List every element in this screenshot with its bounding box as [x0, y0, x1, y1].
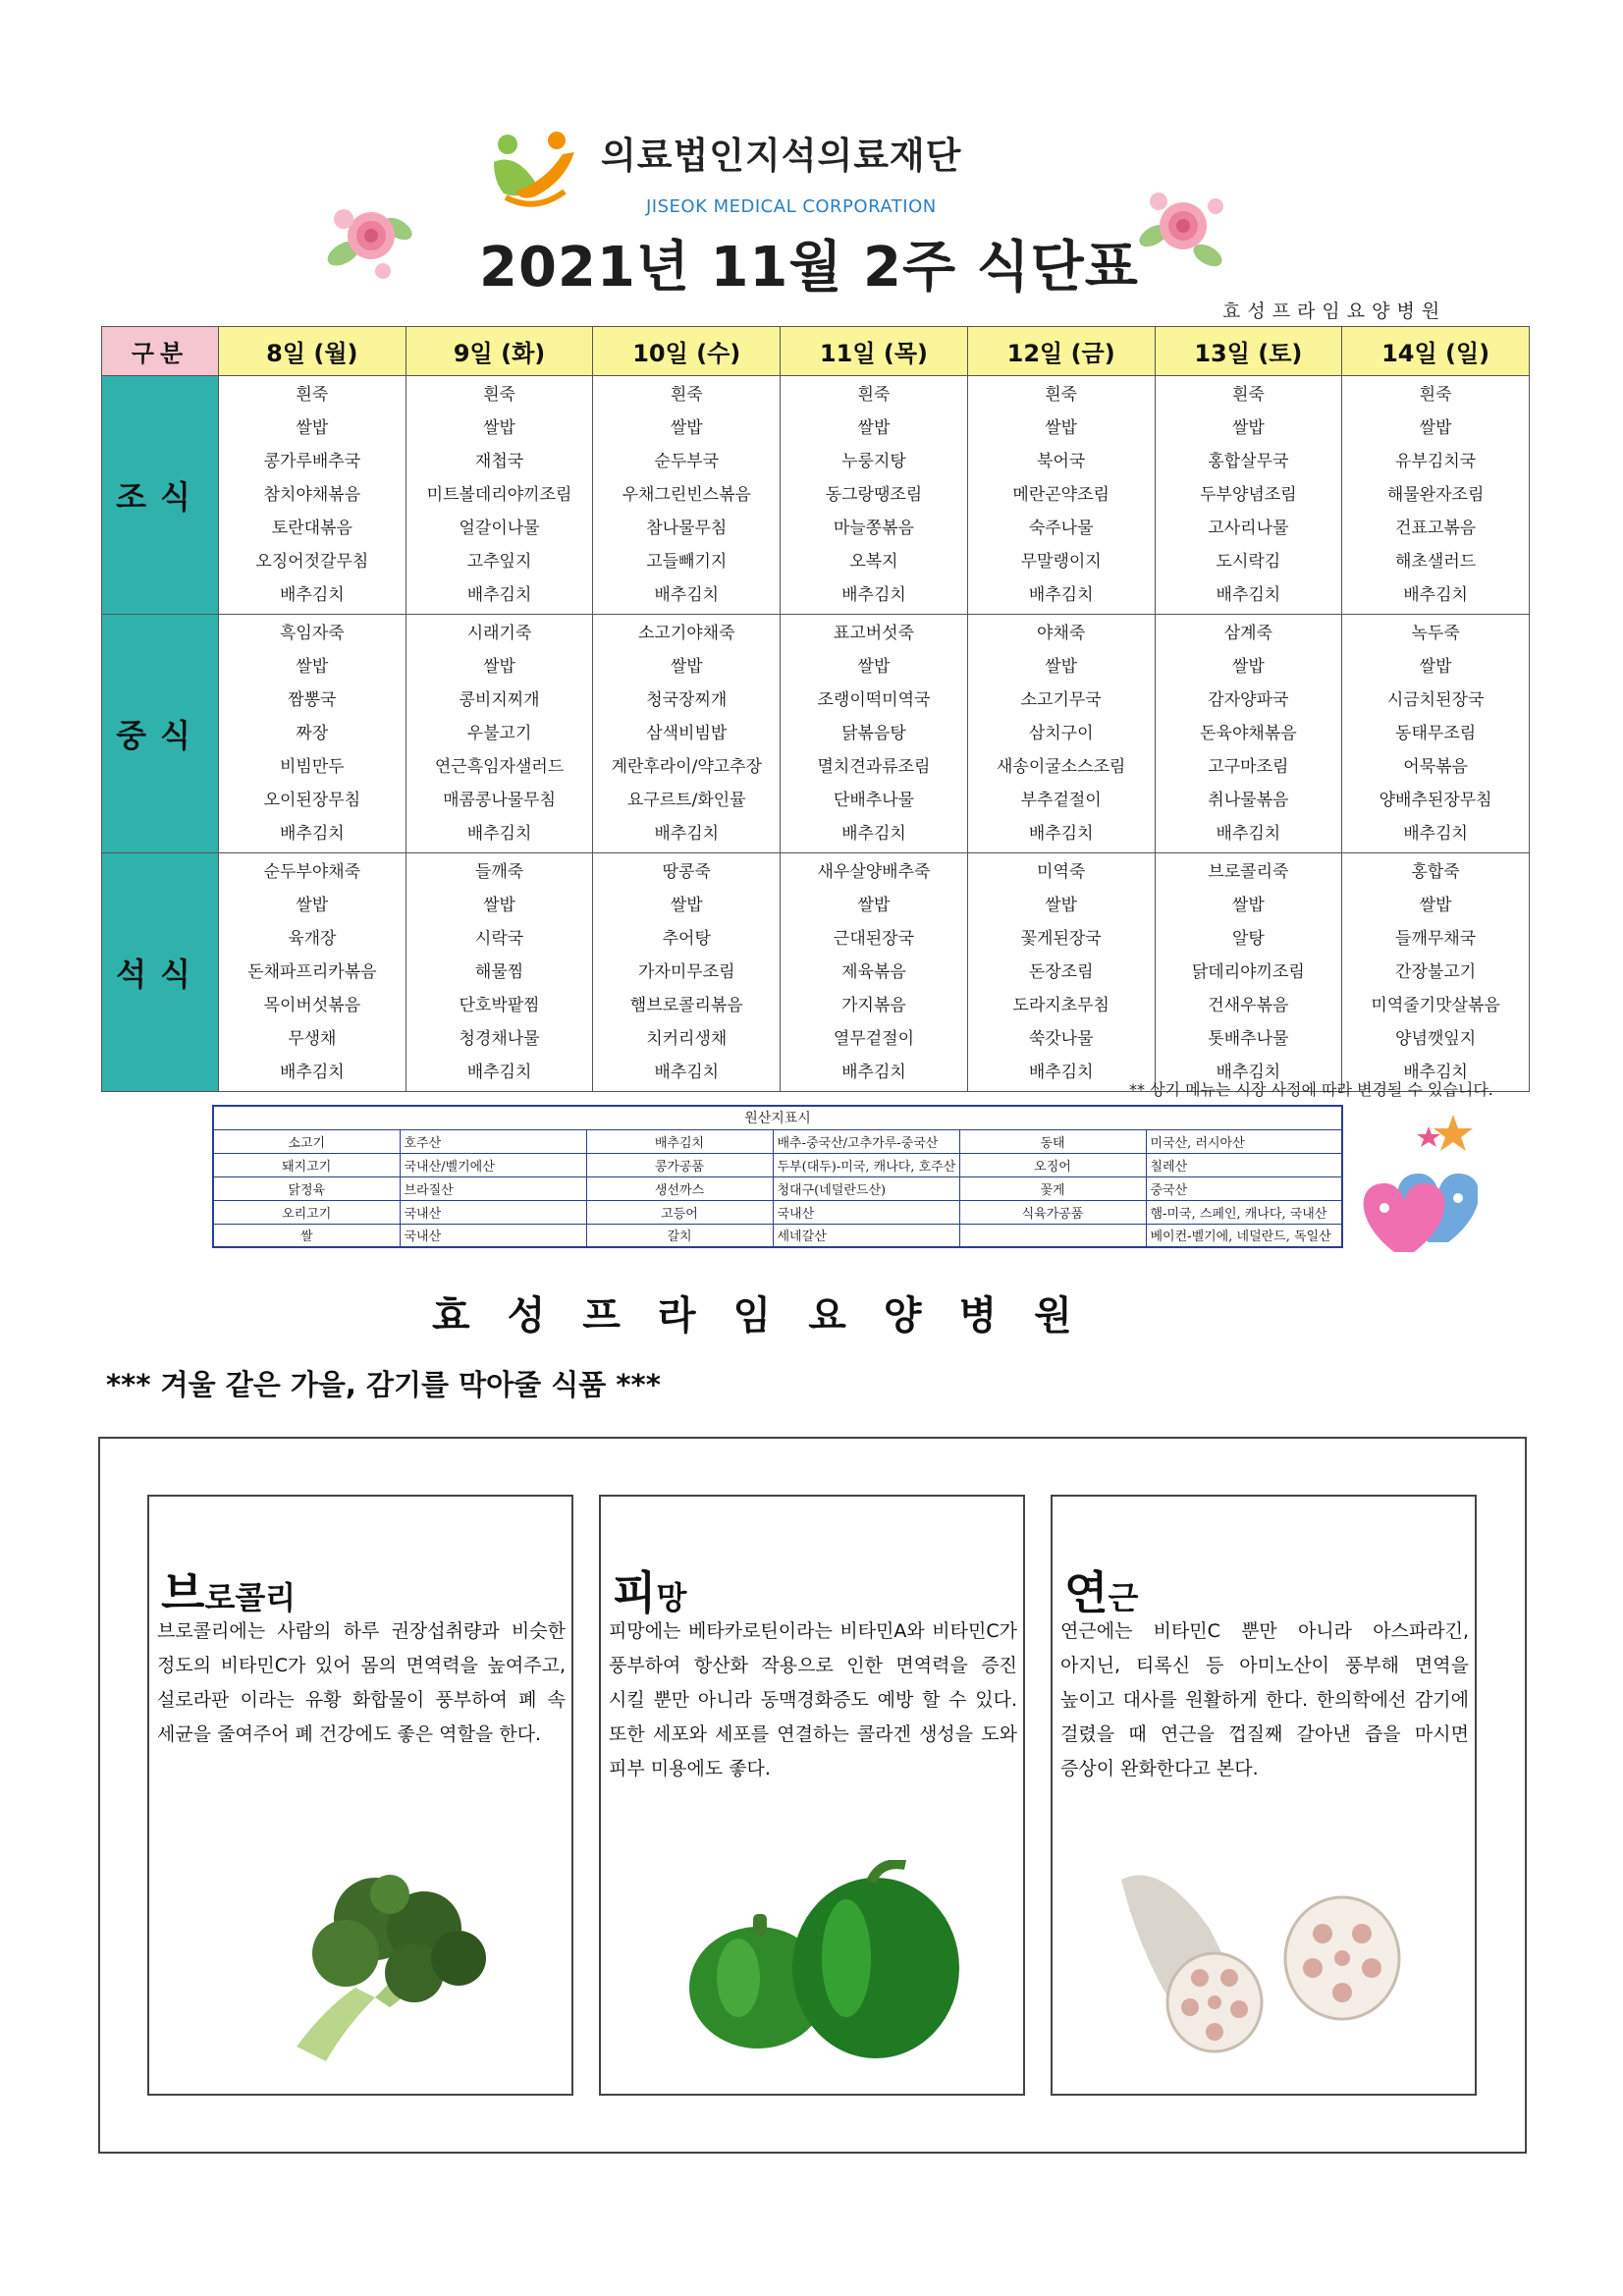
menu-item: 배추김치 [841, 585, 906, 605]
origin-item: 소고기 [213, 1129, 400, 1153]
menu-cell [406, 853, 593, 1092]
menu-item: 알탕 [1231, 929, 1265, 949]
menu-item: 메란곤약조림 [1012, 485, 1109, 505]
organization-name: 의료법인지석의료재단 [601, 135, 962, 177]
menu-item: 쌀밥 [670, 418, 703, 438]
food-card-title-initial: 브 [161, 1566, 205, 1619]
menu-item: 고구마조림 [1208, 757, 1289, 777]
menu-item: 참치야채볶음 [263, 485, 361, 505]
origin-row [213, 1224, 1342, 1247]
menu-cell [781, 615, 968, 853]
menu-item: 오복지 [849, 552, 898, 572]
menu-item: 배추김치 [1216, 585, 1281, 605]
menu-item: 짬뽕국 [288, 690, 337, 710]
menu-item: 고추잎지 [466, 552, 532, 572]
menu-cell [593, 853, 781, 1092]
origin-country: 국내산 [400, 1224, 586, 1247]
origin-caption: 원산지표시 [213, 1106, 1342, 1129]
menu-item: 미역줄기맛살볶음 [1371, 996, 1500, 1015]
menu-item: 순두부국 [654, 452, 720, 471]
lotus-root-image-icon [1102, 1840, 1426, 2066]
menu-cell [219, 615, 406, 853]
menu-item: 배추김치 [841, 1063, 906, 1082]
menu-item: 쌀밥 [670, 657, 703, 677]
menu-cell [1342, 615, 1530, 853]
menu-item: 배추김치 [1028, 585, 1094, 605]
menu-item: 어묵볶음 [1403, 757, 1468, 777]
origin-country: 중국산 [1146, 1176, 1342, 1200]
menu-item: 배추김치 [654, 824, 720, 844]
menu-item: 쌀밥 [1045, 657, 1078, 677]
food-card-body: 연근에는 비타민C 뿐만 아니라 아스파라긴, 아지닌, 티록신 등 아미노산이 풍부해 면역을 높이고 대사를 원활하게 한다. 한의학에선 감기에 걸렸을 때 연근을 껍질째 갈아낸 즙을 마시면 증상이 완화한다고 본다. [1060, 1620, 1469, 1779]
menu-item: 배추김치 [280, 585, 345, 605]
menu-item: 쌀밥 [1231, 896, 1265, 915]
menu-item: 배추김치 [280, 1063, 345, 1082]
menu-item: 누룽지탕 [841, 452, 906, 471]
menu-item: 두부양념조림 [1200, 485, 1297, 505]
menu-item: 취나물볶음 [1208, 791, 1289, 810]
menu-cell [219, 376, 406, 615]
menu-item: 쌀밥 [1419, 418, 1452, 438]
menu-item: 쌀밥 [857, 418, 891, 438]
menu-item: 쌀밥 [483, 896, 515, 915]
menu-item: 흰죽 [1231, 385, 1265, 405]
menu-item: 닭데리야끼조림 [1191, 962, 1305, 982]
menu-item: 삼색비빔밥 [646, 724, 728, 743]
corner-header: 구분 [102, 327, 219, 376]
origin-item: 콩가공품 [586, 1153, 773, 1176]
food-card-body: 피망에는 베타카로틴이라는 비타민A와 비타민C가 풍부하여 항산화 작용으로 인한 면역력을 증진 시킬 뿐만 아니라 동맥경화증도 예방 할 수 있다. 또한 세포와 세포를 연결하는 콜라겐 생성을 도와 피부 미용에도 좋다. [609, 1620, 1017, 1779]
day-header: 8일 (월) [219, 327, 406, 376]
day-header: 9일 (화) [406, 327, 593, 376]
menu-item: 해물찜 [474, 962, 524, 982]
menu-item: 흰죽 [296, 385, 329, 405]
menu-item: 단호박팥찜 [459, 996, 540, 1015]
menu-item: 콩비지찌개 [459, 690, 540, 710]
menu-item: 감자양파국 [1208, 690, 1289, 710]
menu-item: 요구르트/화인뮬 [626, 791, 746, 810]
menu-item: 배추김치 [1216, 824, 1281, 844]
menu-item: 쌀밥 [296, 657, 329, 677]
menu-item: 배추김치 [654, 1063, 720, 1082]
menu-item: 쌀밥 [483, 418, 515, 438]
menu-item: 조랭이떡미역국 [817, 690, 931, 710]
menu-cell [219, 853, 406, 1092]
origin-table [212, 1105, 1343, 1248]
menu-cell [406, 615, 593, 853]
menu-item: 해물완자조림 [1386, 485, 1485, 505]
menu-item: 쌀밥 [857, 896, 891, 915]
menu-cell [1155, 853, 1342, 1092]
meal-row [102, 615, 1530, 853]
menu-item: 쌀밥 [296, 418, 329, 438]
menu-item: 미역죽 [1037, 862, 1086, 882]
menu-item: 고사리나물 [1208, 519, 1289, 538]
menu-item: 흰죽 [483, 385, 515, 405]
menu-item: 흰죽 [670, 385, 703, 405]
menu-cell [593, 615, 781, 853]
menu-item: 재첩국 [474, 452, 524, 471]
menu-item: 해초샐러드 [1395, 552, 1477, 572]
menu-item: 쌀밥 [1419, 896, 1452, 915]
menu-cell [967, 853, 1155, 1092]
menu-item: 무말랭이지 [1020, 552, 1102, 572]
origin-country: 브라질산 [400, 1176, 586, 1200]
menu-item: 동그랑땡조림 [825, 485, 923, 505]
menu-item: 우채그린빈스볶음 [622, 485, 751, 505]
meal-label: 중식 [102, 615, 219, 853]
menu-item: 제육볶음 [841, 962, 906, 982]
menu-item: 양배추된장무침 [1379, 791, 1492, 810]
menu-item: 배추김치 [466, 1063, 532, 1082]
menu-item: 흰죽 [1419, 385, 1452, 405]
menu-item: 가자미무조림 [637, 962, 735, 982]
origin-caption-row [213, 1106, 1342, 1129]
menu-item: 고들빼기지 [646, 552, 728, 572]
menu-item: 돈채파프리카볶음 [247, 962, 377, 982]
origin-item: 돼지고기 [213, 1153, 400, 1176]
origin-country: 세네갈산 [773, 1224, 959, 1247]
menu-item: 숙주나물 [1028, 519, 1094, 538]
meal-row [102, 376, 1530, 615]
menu-item: 양념깻잎지 [1395, 1029, 1477, 1049]
menu-cell [1155, 615, 1342, 853]
food-card-body: 브로콜리에는 사람의 하루 권장섭취량과 비슷한 정도의 비타민C가 있어 몸의 면역력을 높여주고, 설로라판 이라는 유황 화합물이 풍부하여 폐 속 세균을 줄여주어 폐 건강에도 좋은 역할을 한다. [157, 1620, 566, 1745]
food-card-lotus-root [1051, 1495, 1477, 2096]
menu-item: 참나물무침 [646, 519, 728, 538]
menu-item: 배추김치 [841, 824, 906, 844]
food-card-title [1064, 1558, 1138, 1622]
menu-item: 부추겉절이 [1020, 791, 1102, 810]
menu-item: 치커리생채 [646, 1029, 728, 1049]
food-card-title [613, 1558, 686, 1622]
menu-item: 추어탕 [662, 929, 711, 949]
menu-item: 쌀밥 [1045, 418, 1078, 438]
origin-item: 오징어 [959, 1153, 1146, 1176]
food-card-title-rest: 로콜리 [204, 1579, 297, 1616]
day-header: 13일 (토) [1155, 327, 1342, 376]
menu-item: 무생채 [288, 1029, 337, 1049]
menu-item: 계란후라이/약고추장 [611, 757, 763, 777]
menu-cell [406, 376, 593, 615]
food-card-broccoli [147, 1495, 573, 2096]
origin-item: 동태 [959, 1129, 1146, 1153]
menu-item: 콩가루배추국 [263, 452, 361, 471]
menu-item: 쌀밥 [1045, 896, 1078, 915]
menu-item: 쌀밥 [857, 657, 891, 677]
menu-item: 미트볼데리야끼조림 [426, 485, 572, 505]
origin-row [213, 1176, 1342, 1200]
day-header: 14일 (일) [1342, 327, 1530, 376]
origin-row [213, 1200, 1342, 1224]
origin-country: 햄-미국, 스페인, 캐나다, 국내산 [1146, 1200, 1342, 1224]
menu-item: 쌀밥 [1231, 418, 1265, 438]
menu-item: 오이된장무침 [263, 791, 361, 810]
menu-item: 쌀밥 [670, 896, 703, 915]
menu-item: 녹두죽 [1411, 624, 1460, 643]
menu-item: 멸치견과류조림 [817, 757, 931, 777]
menu-cell [593, 376, 781, 615]
menu-item: 연근흑임자샐러드 [434, 757, 565, 777]
menu-cell [781, 376, 968, 615]
menu-item: 홍합살무국 [1208, 452, 1289, 471]
menu-item: 간장불고기 [1395, 962, 1477, 982]
meal-row [102, 853, 1530, 1092]
menu-item: 건새우볶음 [1208, 996, 1289, 1015]
menu-item: 배추김치 [654, 585, 720, 605]
menu-item: 북어국 [1037, 452, 1086, 471]
origin-item: 갈치 [586, 1224, 773, 1247]
menu-item: 도시락김 [1216, 552, 1281, 572]
menu-item: 오징어젓갈무침 [255, 552, 369, 572]
menu-item: 배추김치 [466, 585, 532, 605]
origin-item: 생선까스 [586, 1176, 773, 1200]
origin-item [959, 1224, 1146, 1247]
rose-decoration-icon [314, 185, 422, 293]
menu-item: 표고버섯죽 [833, 624, 915, 643]
menu-item: 단배추나물 [833, 791, 915, 810]
menu-item: 쑥갓나물 [1028, 1029, 1094, 1049]
menu-item: 시금치된장국 [1386, 690, 1485, 710]
origin-country: 국내산 [773, 1200, 959, 1224]
menu-cell [967, 376, 1155, 615]
menu-cell [1155, 376, 1342, 615]
menu-item: 햄브로콜리볶음 [629, 996, 743, 1015]
menu-item: 소고기야채죽 [637, 624, 735, 643]
menu-item: 브로콜리죽 [1208, 862, 1289, 882]
menu-item: 들깨죽 [474, 862, 524, 882]
origin-country: 미국산, 러시아산 [1146, 1129, 1342, 1153]
weekly-menu-table [101, 326, 1530, 1092]
menu-item: 돈육야채볶음 [1200, 724, 1297, 743]
origin-row [213, 1129, 1342, 1153]
menu-item: 목이버섯볶음 [263, 996, 361, 1015]
menu-item: 배추김치 [280, 824, 345, 844]
menu-header-row [102, 327, 1530, 376]
menu-item: 배추김치 [466, 824, 532, 844]
menu-item: 쌀밥 [296, 896, 329, 915]
page-title: 2021년 11월 2주 식단표 [479, 236, 1139, 300]
green-pepper-image-icon [670, 1860, 974, 2066]
origin-item: 꽃게 [959, 1176, 1146, 1200]
menu-item: 땅콩죽 [662, 862, 711, 882]
food-card-title-initial: 피 [613, 1566, 657, 1619]
food-card-title-rest: 망 [656, 1579, 687, 1616]
menu-item: 새송이굴소스조림 [996, 757, 1126, 777]
day-header: 12일 (금) [967, 327, 1155, 376]
meal-label: 석식 [102, 853, 219, 1092]
menu-item: 유부김치국 [1395, 452, 1477, 471]
origin-country: 배추-중국산/고추가루-중국산 [773, 1129, 959, 1153]
menu-item: 순두부야채죽 [263, 862, 361, 882]
food-card-title-rest: 근 [1108, 1579, 1139, 1616]
menu-item: 흰죽 [857, 385, 891, 405]
origin-country: 두부(대두)-미국, 캐나다, 호주산 [773, 1153, 959, 1176]
menu-cell [967, 615, 1155, 853]
menu-item: 근대된장국 [833, 929, 915, 949]
hospital-name-small: 효성프라임요양병원 [1222, 301, 1447, 322]
menu-item: 쌀밥 [483, 657, 515, 677]
broccoli-image-icon [257, 1860, 503, 2076]
menu-item: 돈장조림 [1028, 962, 1094, 982]
day-header: 10일 (수) [593, 327, 781, 376]
menu-item: 배추김치 [1028, 824, 1094, 844]
food-card-title-initial: 연 [1064, 1566, 1109, 1619]
menu-item: 소고기무국 [1020, 690, 1102, 710]
menu-item: 청경채나물 [459, 1029, 540, 1049]
menu-item: 배추김치 [1216, 1063, 1281, 1082]
rose-decoration-icon [1129, 177, 1237, 285]
origin-item: 오리고기 [213, 1200, 400, 1224]
menu-item: 비빔만두 [280, 757, 345, 777]
menu-cell [1342, 376, 1530, 615]
hospital-name-heading: 효성프라임요양병원 [432, 1293, 1109, 1339]
section-subtitle: *** 겨울 같은 가을, 감기를 막아줄 식품 *** [106, 1368, 661, 1401]
menu-item: 흑임자죽 [280, 624, 345, 643]
menu-item: 배추김치 [1028, 1063, 1094, 1082]
menu-item: 배추김치 [1403, 585, 1468, 605]
day-header: 11일 (목) [781, 327, 968, 376]
menu-item: 건표고볶음 [1395, 519, 1477, 538]
menu-item: 야채죽 [1037, 624, 1086, 643]
origin-country: 칠레산 [1146, 1153, 1342, 1176]
menu-change-notice: ** 상기 메뉴는 시장 사정에 따라 변경될 수 있습니다. [1129, 1080, 1493, 1099]
origin-country: 국내산 [400, 1200, 586, 1224]
origin-item: 식육가공품 [959, 1200, 1146, 1224]
menu-item: 열무겉절이 [833, 1029, 915, 1049]
menu-item: 톳배추나물 [1208, 1029, 1289, 1049]
menu-item: 꽃게된장국 [1020, 929, 1102, 949]
origin-item: 닭정육 [213, 1176, 400, 1200]
menu-item: 새우살양배추죽 [817, 862, 931, 882]
food-card-pepper [599, 1495, 1025, 2096]
menu-item: 동태무조림 [1395, 724, 1477, 743]
menu-item: 홍합죽 [1411, 862, 1460, 882]
origin-item: 쌀 [213, 1224, 400, 1247]
organization-name-en: JISEOK MEDICAL CORPORATION [646, 196, 937, 217]
menu-item: 청국장찌개 [646, 690, 728, 710]
menu-item: 닭볶음탕 [841, 724, 906, 743]
menu-item: 육개장 [288, 929, 337, 949]
menu-item: 시래기죽 [466, 624, 532, 643]
origin-country: 청대구(네덜란드산) [773, 1176, 959, 1200]
menu-item: 배추김치 [1403, 824, 1468, 844]
menu-item: 우불고기 [466, 724, 532, 743]
menu-item: 얼갈이나물 [459, 519, 540, 538]
menu-cell [781, 853, 968, 1092]
meal-label: 조식 [102, 376, 219, 615]
menu-item: 토란대볶음 [271, 519, 352, 538]
origin-item: 고등어 [586, 1200, 773, 1224]
menu-cell [1342, 853, 1530, 1092]
menu-item: 매콤콩나물무침 [443, 791, 557, 810]
menu-item: 쌀밥 [1419, 657, 1452, 677]
origin-row [213, 1153, 1342, 1176]
menu-item: 삼계죽 [1223, 624, 1272, 643]
jiseok-logo [486, 123, 584, 211]
menu-item: 가지볶음 [841, 996, 906, 1015]
menu-item: 쌀밥 [1231, 657, 1265, 677]
food-card-title [161, 1558, 296, 1622]
origin-item: 배추김치 [586, 1129, 773, 1153]
origin-country: 국내산/벨기에산 [400, 1153, 586, 1176]
hearts-decoration-icon [1350, 1105, 1478, 1262]
menu-item: 삼치구이 [1028, 724, 1094, 743]
menu-item: 짜장 [296, 724, 329, 743]
menu-item: 배추김치 [1403, 1063, 1468, 1082]
menu-item: 마늘쫑볶음 [833, 519, 915, 538]
menu-item: 도라지초무침 [1012, 996, 1109, 1015]
menu-item: 흰죽 [1045, 385, 1078, 405]
origin-country: 호주산 [400, 1129, 586, 1153]
menu-item: 들깨무채국 [1395, 929, 1477, 949]
origin-country: 베이컨-벨기에, 네덜란드, 독일산 [1146, 1224, 1342, 1247]
menu-item: 시락국 [474, 929, 524, 949]
